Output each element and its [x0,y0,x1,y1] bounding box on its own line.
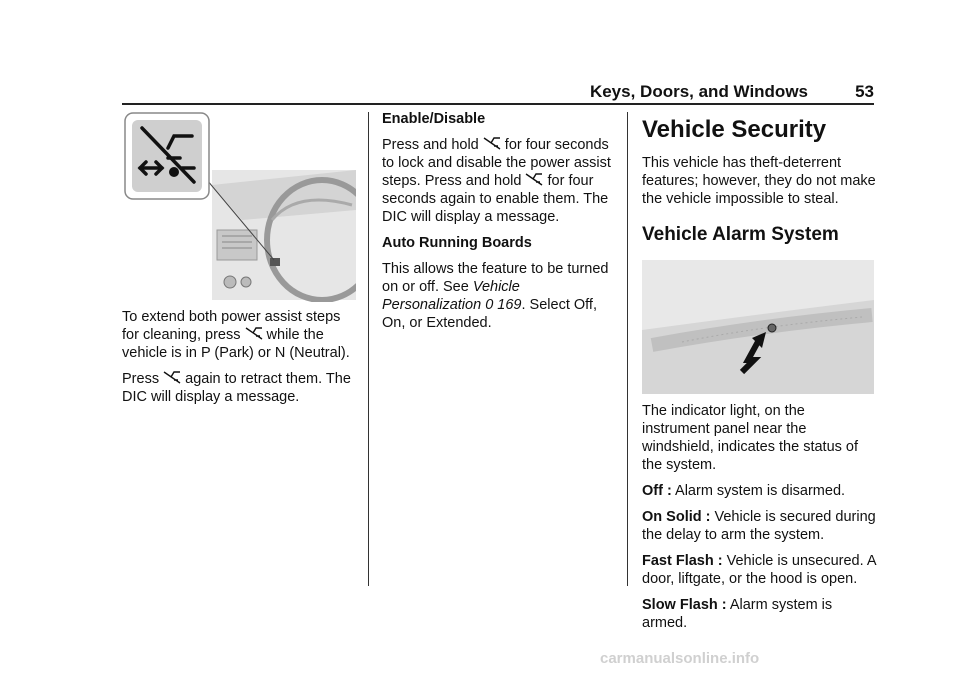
page-number: 53 [855,82,874,101]
power-steps-button-figure [122,110,356,302]
paragraph-auto-b: . Select Off, On, or Extended. [382,297,597,331]
paragraph-auto-a: This allows the feature to be turned on or off. See [382,261,609,295]
status-term: Slow Flash : [642,597,727,613]
paragraph-enable-c: for four seconds again to enable them. The DIC will display a message. [382,173,609,225]
status-desc: Vehicle is unsecured. A door, liftgate, or the hood is open. [642,553,876,587]
paragraph-enable-a: Press and hold [382,137,479,153]
status-item-slow-flash [642,596,876,632]
paragraph-extend-b: while the vehicle is in P (Park) or N (Neutral). [122,327,350,361]
heading-auto-running-boards: Auto Running Boards [382,235,532,251]
header-rule [122,103,874,105]
paragraph-security: This vehicle has theft-deterrent features; however, they do not make the vehicle impossible to steal. [642,155,876,207]
status-item-off [642,482,876,500]
column-divider-1 [368,112,369,586]
column-divider-2 [627,112,628,586]
power-steps-icon [525,172,543,186]
status-desc: Alarm system is disarmed. [675,483,846,499]
status-term: On Solid : [642,509,711,525]
section-title: Keys, Doors, and Windows [589,82,808,101]
status-desc: Alarm system is armed. [642,597,833,631]
paragraph-enable-b: for four seconds to lock and disable the power assist steps. Press and hold [382,137,611,189]
power-steps-icon [483,136,501,150]
heading-vehicle-security: Vehicle Security [642,116,827,143]
watermark: carmanualsonline.info [600,650,760,667]
column-1 [122,110,358,414]
power-steps-icon [245,326,263,340]
paragraph-extend-a: To extend both power assist steps for cleaning, press [122,309,341,343]
column-2 [382,110,618,340]
page-reference[interactable]: 0 169 [485,297,522,313]
status-desc: Vehicle is secured during the delay to arm the system. [642,509,876,543]
link-vehicle-personalization[interactable]: Vehicle Personalization [382,279,520,313]
paragraph-retract-b: again to retract them. The DIC will display a message. [122,371,351,405]
status-term: Fast Flash : [642,553,723,569]
alarm-indicator-figure [642,260,874,394]
status-item-fast-flash [642,552,876,588]
heading-enable-disable: Enable/Disable [382,111,486,127]
page-header [122,82,874,104]
status-item-on-solid [642,508,876,544]
status-term: Off : [642,483,672,499]
paragraph-indicator: The indicator light, on the instrument panel near the windshield, indicates the status of the system. [642,403,859,473]
column-3 [642,112,876,640]
power-steps-icon [163,370,181,384]
paragraph-retract-a: Press [122,371,160,387]
heading-alarm-system: Vehicle Alarm System [642,224,839,245]
